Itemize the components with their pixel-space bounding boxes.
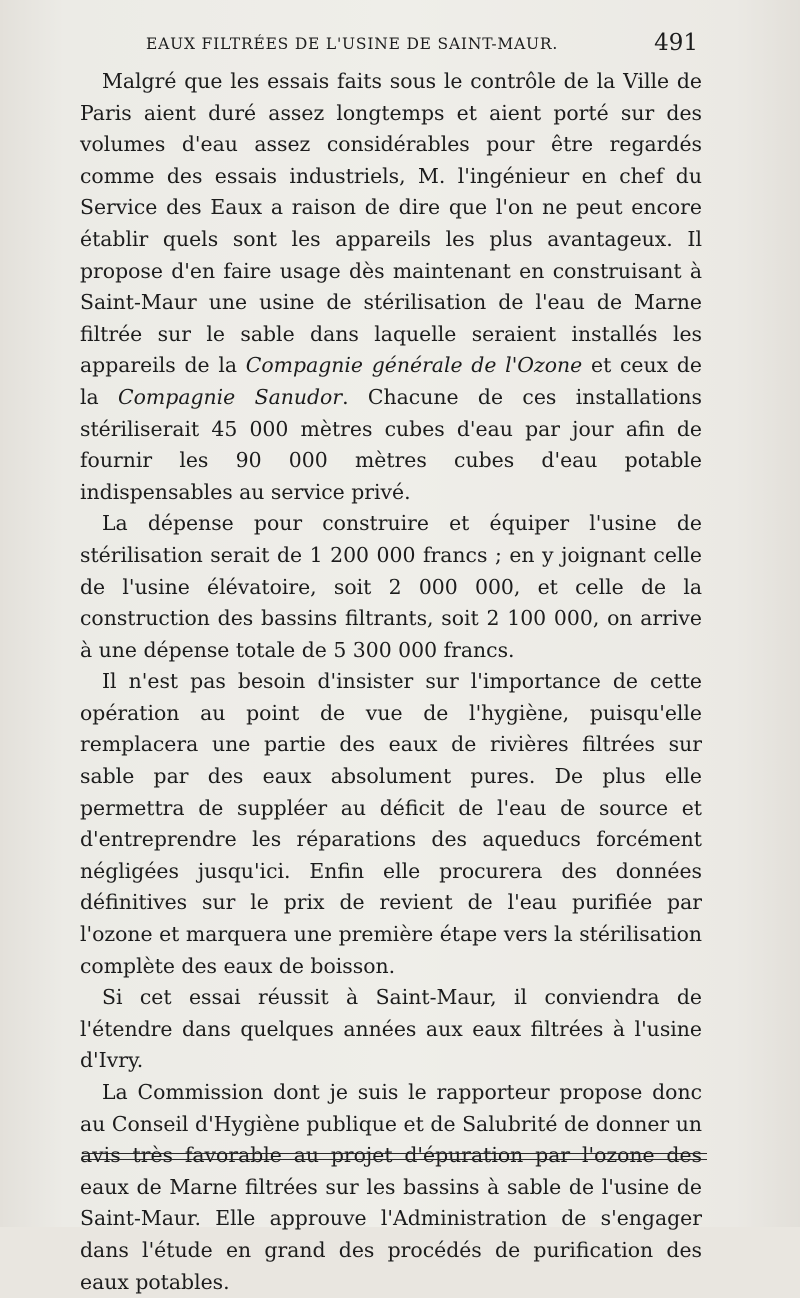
text-segment: La Commission dont je suis le rapporteur propose donc au Conseil d'Hygiène publique et de Salubrité de donner un avis très favorable au projet d'épuration par l'ozone des eaux de Marne filtrées sur les bassins à sable de l'usine de Saint-Maur. Elle approuve l'Administration de s'engager dans l'étude en grand des procédés de purification des eaux potables.	[80, 1080, 702, 1294]
text-segment: Malgré que les essais faits sous le contrôle de la Ville de Paris aient duré assez longtemps et aient porté sur des volumes d'eau assez considérables pour être regardés comme des essais industriels, M. l'ingénieur en chef du Service des Eaux a raison de dire que l'on ne peut encore établir quels sont les appareils les plus avantageux. Il propose d'en faire usage dès maintenant en construisant à Saint-Maur une usine de stérilisation de l'eau de Marne filtrée sur le sable dans laquelle seraient installés les appareils de la	[80, 69, 702, 378]
text-segment: Si cet essai réussit à Saint-Maur, il conviendra de l'étendre dans quelques années aux eaux filtrées à l'usine d'Ivry.	[80, 985, 702, 1073]
running-head: EAUX FILTRÉES DE L'USINE DE SAINT-MAUR.	[146, 35, 559, 53]
closing-rule-top	[82, 1153, 707, 1154]
page-header	[146, 30, 698, 60]
paragraph	[80, 666, 702, 982]
body-text	[80, 66, 702, 1298]
paragraph	[80, 982, 702, 1077]
italic-text-segment: Compagnie générale de l'Ozone	[245, 353, 583, 378]
text-segment: Il n'est pas besoin d'insister sur l'importance de cette opération au point de vue de l'hygiène, puisqu'elle remplacera une partie des eaux de rivières filtrées sur sable par des eaux absolument pures. De plus elle permettra de suppléer au déficit de l'eau de source et d'entreprendre les réparations des aqueducs forcément négligées jusqu'ici. Enfin elle procurera des données définitives sur le prix de revient de l'eau purifiée par l'ozone et marquera une première étape vers la stérilisation complète des eaux de boisson.	[80, 669, 702, 978]
paragraph	[80, 66, 702, 508]
italic-text-segment: Compagnie Sanudor	[118, 384, 343, 409]
text-segment: et ceux de la	[80, 353, 703, 409]
paragraph	[80, 508, 702, 666]
text-segment: La dépense pour construire et équiper l'usine de stérilisation serait de 1 200 000 francs ; en y joignant celle de l'usine élévatoire, soit 2 000 000, et celle de la construction des bassins filtrants, soit 2 100 000, on arrive à une dépense totale de 5 300 000 francs.	[80, 511, 702, 662]
closing-rule-bottom	[82, 1159, 707, 1160]
page-number: 491	[654, 30, 698, 56]
paragraph	[80, 1077, 702, 1298]
text-segment: . Chacune de ces installations stériliserait 45 000 mètres cubes d'eau par jour afin de fournir les 90 000 mètres cubes d'eau potable indispensables au service privé.	[80, 384, 702, 504]
